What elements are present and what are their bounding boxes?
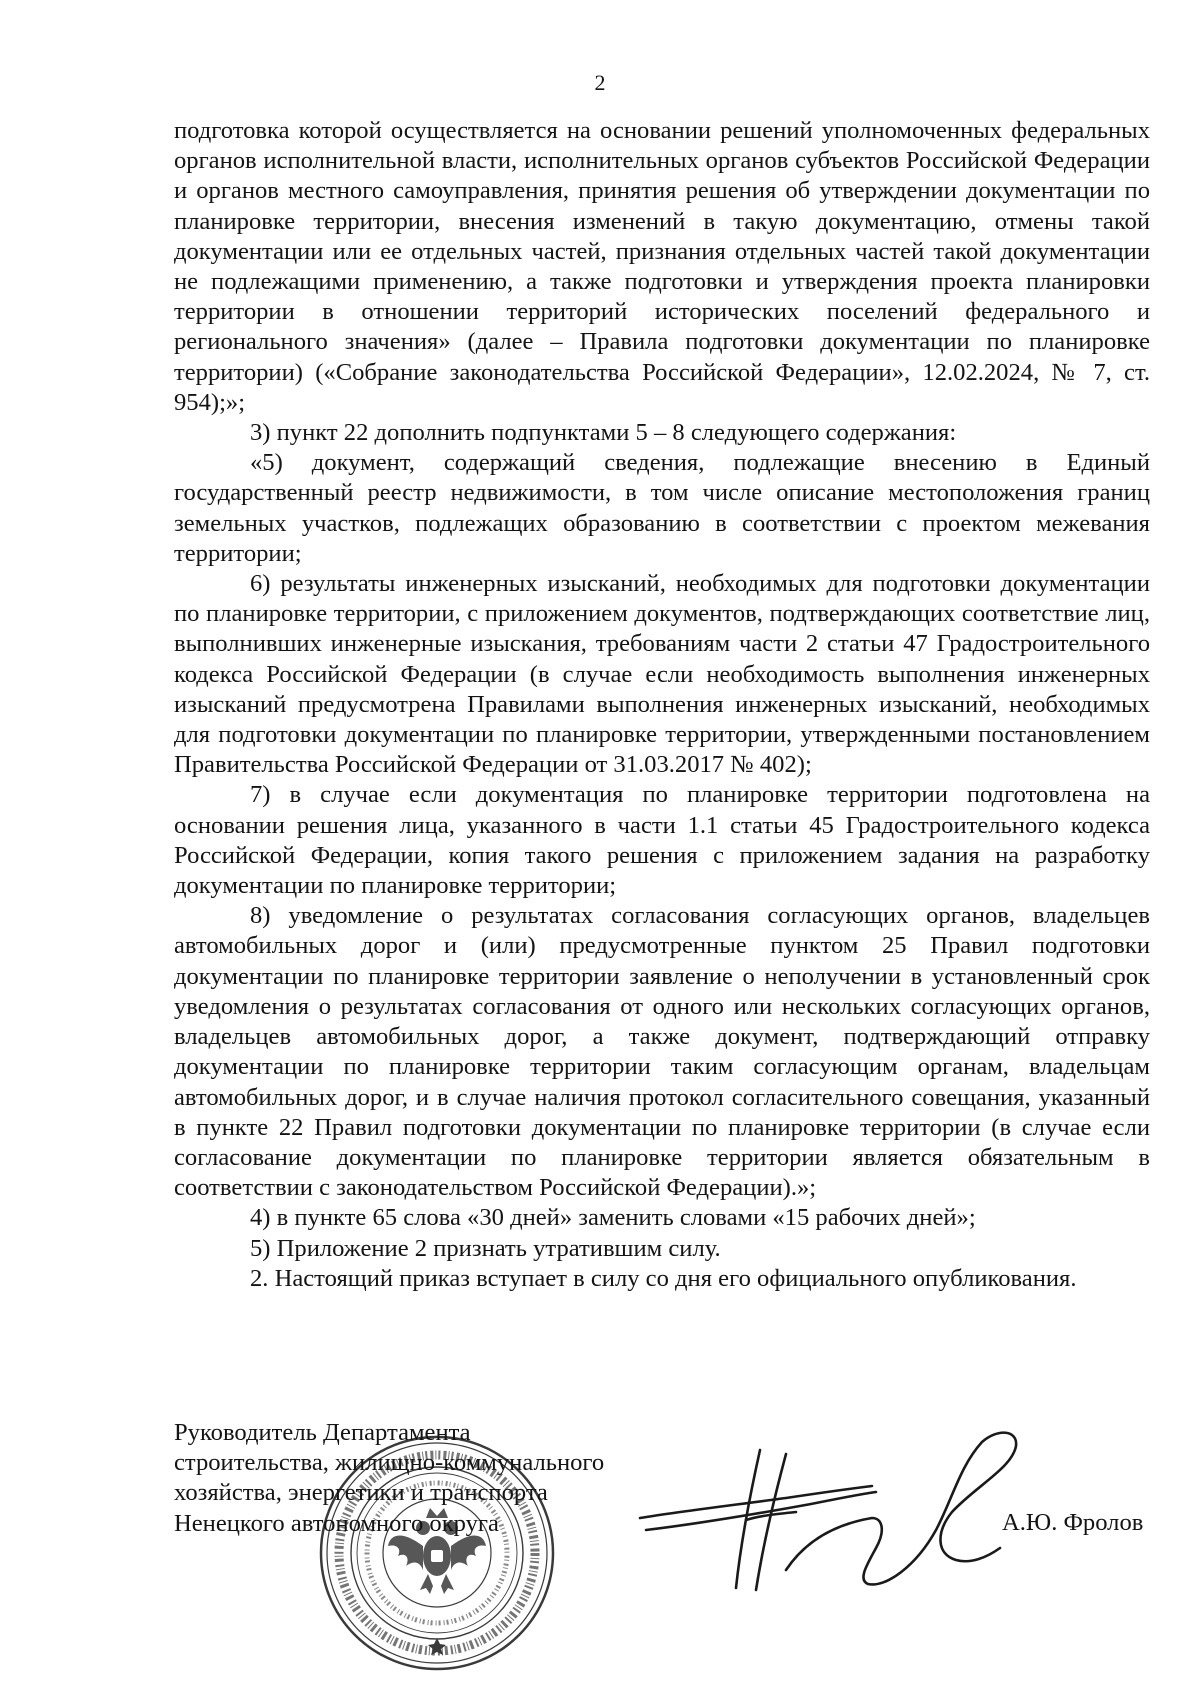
paragraph-clause-2: 2. Настоящий приказ вступает в силу со дня его официального опубликования. (250, 1264, 1077, 1292)
document-body (174, 116, 1150, 1294)
paragraph-subitem-5: «5) документ, содержащий сведения, подлежащие внесению в Единый государственный реестр недвижимости, в том числе описание местоположения границ земельных участков, подлежащих образованию в соответствии с проектом межевания территории; (174, 449, 1150, 567)
page-number: 2 (594, 70, 606, 95)
signer-position-line-3: хозяйства, энергетики и транспорта (174, 1479, 548, 1507)
signer-position-line-4: Ненецкого автономного округа (174, 1509, 499, 1537)
signer-position-line-2: строительства, жилищно-коммунального (174, 1449, 605, 1477)
handwritten-signature (636, 1420, 1026, 1610)
paragraph-continuation: подготовка которой осуществляется на основании решений уполномоченных федеральных органов исполнительной власти, исполнительных органов субъектов Российской Федерации и органов местного самоуправления, принятия решения об утверждении документации по планировке территории, внесения изменений в такую документацию, отмены такой документации или ее отдельных частей, признания отдельных частей такой документации не подлежащими применению, а также подготовки и утверждения проекта планировки территории в отношении территорий исторических поселений федерального и регионального значения» (далее – Правила подготовки документации по планировке территории) («Собрание законодательства Российской Федерации», 12.02.2024, № 7, ст. 954);»; (174, 117, 1150, 416)
paragraph-item-3: 3) пункт 22 дополнить подпунктами 5 – 8 следующего содержания: (250, 419, 957, 447)
paragraph-subitem-7: 7) в случае если документация по планировке территории подготовлена на основании решения лица, указанного в части 1.1 статьи 45 Градостроительного кодекса Российской Федерации, копия такого решения с приложением задания на разработку документации по планировке территории; (174, 781, 1150, 900)
paragraph-item-5: 5) Приложение 2 признать утратившим силу. (250, 1234, 721, 1262)
signer-position-line-1: Руководитель Департамента (174, 1419, 471, 1446)
signer-name: А.Ю. Фролов (1002, 1509, 1144, 1536)
paragraph-subitem-8: 8) уведомление о результатах согласования согласующих органов, владельцев автомобильных дорог и (или) предусмотренные пунктом 25 Правил подготовки документации по планировке территории заявление о неполучении в установленный срок уведомления о результатах согласования от одного или нескольких согласующих органов, владельцев автомобильных дорог, а также документ, подтверждающий отправку документации по планировке территории таким согласующим органам, владельцам автомобильных дорог, и в случае наличия протокол согласительного совещания, указанный в пункте 22 Правил подготовки документации по планировке территории (в случае если согласование документации по планировке территории является обязательным в соответствии с законодательством Российской Федерации).»; (174, 902, 1150, 1202)
paragraph-subitem-6: 6) результаты инженерных изысканий, необходимых для подготовки документации по планировке территории, с приложением документов, подтверждающих соответствие лиц, выполнивших инженерные изыскания, требованиям части 2 статьи 47 Градостроительного кодекса Российской Федерации (в случае если необходимость выполнения инженерных изысканий предусмотрена Правилами выполнения инженерных изысканий, необходимых для подготовки документации по планировке территории, утвержденными постановлением Правительства Российской Федерации от 31.03.2017 № 402); (174, 570, 1150, 779)
paragraph-item-4: 4) в пункте 65 слова «30 дней» заменить словами «15 рабочих дней»; (250, 1204, 976, 1232)
signature-block (174, 1418, 604, 1539)
